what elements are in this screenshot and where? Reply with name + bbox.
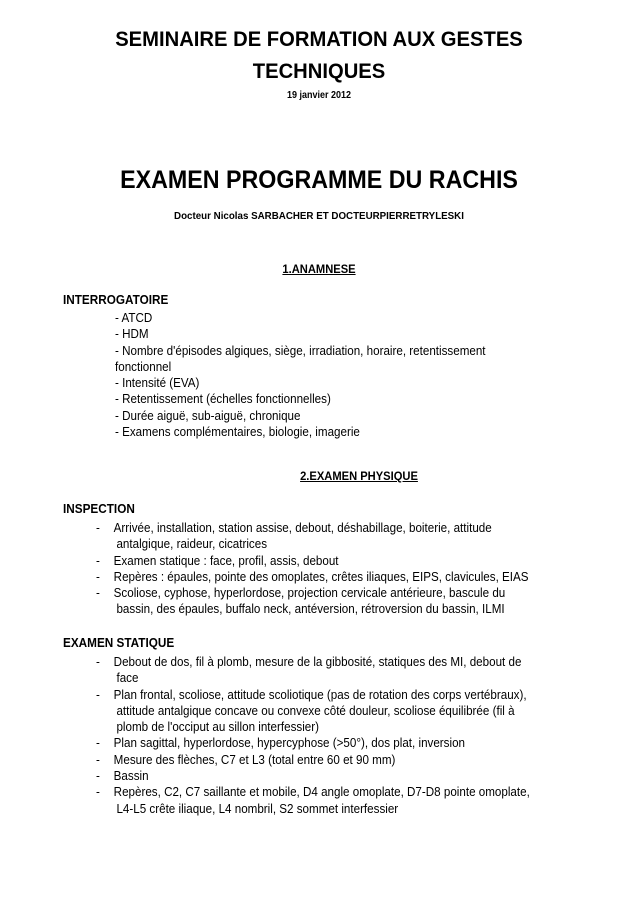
list-item: - Intensité (EVA) xyxy=(115,376,200,391)
list-item: - ATCD xyxy=(115,311,153,325)
inspection-list xyxy=(96,520,596,618)
list-item: - Repères : épaules, pointe des omoplates, crêtes iliaques, EIPS, clavicules, EIAS xyxy=(96,569,529,584)
list-item: - Arrivée, installation, station assise, debout, déshabillage, boiterie, attitude antalgique, raideur, cicatrices xyxy=(96,521,492,552)
interrogatoire-list xyxy=(115,310,513,440)
exam-authors: Docteur Nicolas SARBACHER ET DOCTEURPIERRETRYLESKI xyxy=(174,210,464,222)
list-item: - Durée aiguë, sub-aiguë, chronique xyxy=(115,408,301,423)
list-item: - Repères, C2, C7 saillante et mobile, D4 angle omoplate, D7-D8 pointe omoplate, L4-L5 crête iliaque, L4 nombril, S2 sommet interfessier xyxy=(96,785,530,816)
list-item: - Nombre d'épisodes algiques, siège, irradiation, horaire, retentissement xyxy=(115,343,486,358)
list-item: - Plan frontal, scoliose, attitude scoliotique (pas de rotation des corps vertébraux), attitude antalgique concave ou convexe côté douleur, scoliose équilibrée (fil à plomb de l'occiput au sillon interfessier) xyxy=(96,687,527,735)
seminar-title-line2: TECHNIQUES xyxy=(252,59,386,83)
exam-title: EXAMEN PROGRAMME DU RACHIS xyxy=(120,166,518,194)
list-item: - Examen statique : face, profil, assis, debout xyxy=(96,553,339,568)
subheading-interrogatoire: INTERROGATOIRE xyxy=(63,293,169,307)
seminar-date: 19 janvier 2012 xyxy=(286,90,352,101)
list-item: - Bassin xyxy=(96,769,149,784)
subheading-examen-statique: EXAMEN STATIQUE xyxy=(63,636,175,650)
seminar-title-line1: SEMINAIRE DE FORMATION AUX GESTES xyxy=(115,27,523,51)
section-heading-anamnese: 1.ANAMNESE xyxy=(282,262,356,276)
list-item: fonctionnel xyxy=(115,359,172,374)
list-item: - Plan sagittal, hyperlordose, hypercyphose (>50°), dos plat, inversion xyxy=(96,736,466,751)
section-heading-examen-physique: 2.EXAMEN PHYSIQUE xyxy=(300,469,418,483)
list-item: - Mesure des flèches, C7 et L3 (total entre 60 et 90 mm) xyxy=(96,752,396,767)
examen-statique-list xyxy=(96,654,596,817)
list-item: - HDM xyxy=(115,327,149,342)
list-item: - Retentissement (échelles fonctionnelles) xyxy=(115,392,331,407)
list-item: - Debout de dos, fil à plomb, mesure de la gibbosité, statiques des MI, debout de face xyxy=(96,655,522,686)
list-item: - Examens complémentaires, biologie, imagerie xyxy=(115,425,360,440)
list-item: - Scoliose, cyphose, hyperlordose, projection cervicale antérieure, bascule du bassin, des épaules, buffalo neck, antéversion, rétroversion du bassin, ILMI xyxy=(96,586,506,617)
subheading-inspection: INSPECTION xyxy=(63,502,135,516)
